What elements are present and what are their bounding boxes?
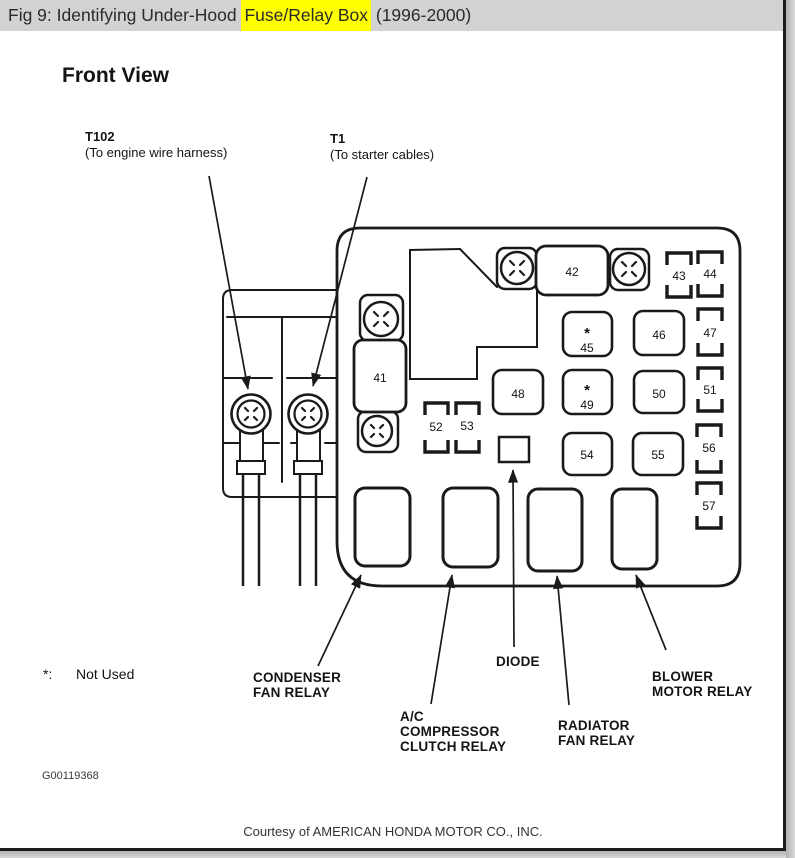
label-line: BLOWER <box>652 669 714 684</box>
label-line: DIODE <box>496 654 540 669</box>
condenser-leader-line <box>318 575 361 666</box>
figure-code: G00119368 <box>42 770 99 782</box>
ac-compressor-clutch-relay-label <box>400 709 506 754</box>
fuse-41-assembly <box>354 295 406 452</box>
terminal-cable <box>243 474 259 586</box>
front-view-heading: Front View <box>62 64 169 87</box>
diode-slot <box>499 437 529 462</box>
fuse-55-number: 55 <box>651 448 665 462</box>
bolt-icon <box>362 416 392 446</box>
caption-text-before: Fig 9: Identifying Under-Hood <box>8 5 242 25</box>
fuse-49-number: 49 <box>580 398 594 412</box>
diode-leader-line <box>513 470 514 647</box>
terminal-cable <box>300 474 316 586</box>
fuse-46-number: 46 <box>652 328 666 342</box>
label-line: MOTOR RELAY <box>652 684 753 699</box>
bolt-icon <box>364 302 398 336</box>
ac-compressor-clutch-relay-slot <box>443 488 498 567</box>
label-line: CONDENSER <box>253 670 342 685</box>
bolt-icon <box>613 253 645 285</box>
ac-compressor-leader-line <box>431 575 452 704</box>
t1-description: (To starter cables) <box>330 147 435 162</box>
fuse-45-number: 45 <box>580 341 594 355</box>
fuse-53-number: 53 <box>460 419 474 433</box>
not-used-note <box>43 666 134 682</box>
t102-description: (To engine wire harness) <box>85 145 228 160</box>
note-text: Not Used <box>76 666 135 682</box>
radiator-fan-relay-slot <box>528 489 582 571</box>
label-line: FAN RELAY <box>253 685 331 700</box>
t102-name: T102 <box>85 129 115 144</box>
fuse-54-number: 54 <box>580 448 594 462</box>
label-line: RADIATOR <box>558 718 630 733</box>
t102-leader-line <box>209 176 248 389</box>
fuse-47-number: 47 <box>703 326 717 340</box>
blower-motor-relay-slot <box>612 489 657 569</box>
fuse-48-number: 48 <box>511 387 525 401</box>
terminal-t1 <box>289 395 328 587</box>
fuse-42-number: 42 <box>565 265 579 279</box>
fuse-50-number: 50 <box>652 387 666 401</box>
fuse-43-number: 43 <box>672 269 686 283</box>
fuse-41-number: 41 <box>373 371 387 385</box>
courtesy-line: Courtesy of AMERICAN HONDA MOTOR CO., INC. <box>243 824 543 839</box>
label-line: A/C <box>400 709 424 724</box>
fuse-52-number: 52 <box>429 420 443 434</box>
t1-name: T1 <box>330 131 346 146</box>
condenser-fan-relay-slot <box>355 488 410 566</box>
inner-notch-diagonal <box>460 249 497 287</box>
terminal-ferrule <box>294 461 322 474</box>
frame-shadow-right <box>786 0 795 858</box>
diode-label <box>496 654 540 669</box>
blower-motor-relay-label <box>652 669 752 699</box>
fuse-45-not-used-star: * <box>584 325 590 342</box>
fuse-56-number: 56 <box>702 441 716 455</box>
caption-highlight: Fuse/Relay Box <box>241 0 371 31</box>
terminal-t102 <box>232 395 271 587</box>
note-symbol: *: <box>43 666 53 682</box>
terminal-t1-label <box>330 131 434 162</box>
fuse-51-number: 51 <box>703 383 717 397</box>
caption-text-after: (1996-2000) <box>371 5 472 25</box>
terminal-t102-label <box>85 129 227 160</box>
label-line: COMPRESSOR <box>400 724 500 739</box>
radiator-fan-relay-label <box>558 718 635 748</box>
bolt-icon <box>501 252 533 284</box>
frame-shadow-bottom <box>0 851 786 858</box>
fuse-57-number: 57 <box>702 499 716 513</box>
label-line: CLUTCH RELAY <box>400 739 507 754</box>
fuse-49-not-used-star: * <box>584 382 590 399</box>
fuse-44-number: 44 <box>703 267 717 281</box>
label-line: FAN RELAY <box>558 733 636 748</box>
condenser-fan-relay-label <box>253 670 341 700</box>
radiator-leader-line <box>557 576 569 705</box>
fuse-42-assembly <box>497 246 649 295</box>
terminal-ferrule <box>237 461 265 474</box>
